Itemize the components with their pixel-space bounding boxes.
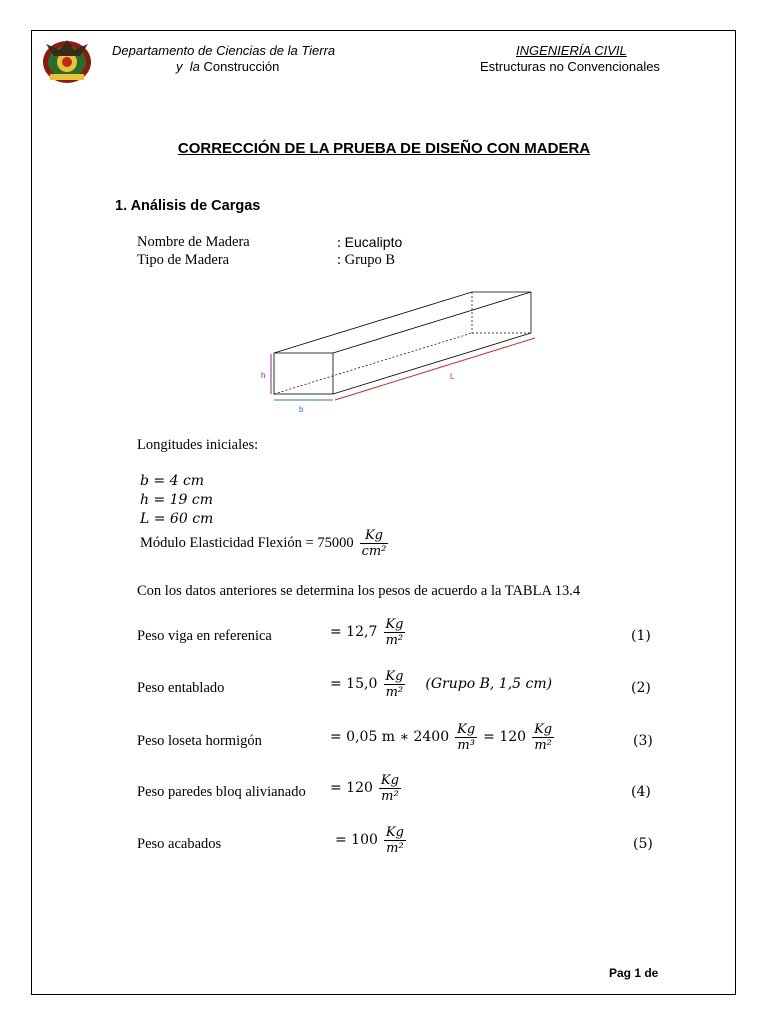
university-logo [36,34,98,86]
section-heading: 1. Análisis de Cargas [115,198,261,214]
L-label: L [450,372,455,381]
load-label: Peso loseta hormigón [137,733,262,749]
dim-L: L = 60 cm [140,511,214,527]
course-name: Estructuras no Convencionales [480,59,660,74]
equation-ref: (4) [631,784,651,800]
wood-name-value: : Eucalipto [337,234,403,251]
load-label: Peso entablado [137,680,225,696]
load-label: Peso acabados [137,836,222,852]
equation-ref: (2) [631,680,651,696]
modulus-line: Módulo Elasticidad Flexión = 75000 $\frac{Kg}{\text{cm²}}$ [140,528,387,559]
load-label: Peso paredes bloq alivianado [137,784,306,800]
equation-ref: (3) [633,733,653,749]
equation-ref: (1) [631,628,651,644]
page-number: Pag 1 de [609,966,659,980]
wood-type-label: Tipo de Madera [137,252,230,268]
load-expression: = 120 $\frac{Kg}{\text{m²}}$ [330,773,399,804]
load-expression: = 0,05 m ∗ 2400 $\frac{Kg}{\text{m³}}$ = 120 $\frac{Kg}{\text{m²}}$ [330,722,553,753]
dim-b: b = 4 cm [140,473,205,489]
load-expression: = 12,7 $\frac{Kg}{\text{m²}}$ [330,617,404,648]
department-name-line2: y la Construcción [176,59,280,74]
wood-name-label: Nombre de Madera [137,234,250,250]
intro-text: Con los datos anteriores se determina los pesos de acuerdo a la TABLA 13.4 [137,583,581,599]
career-name: INGENIERÍA CIVIL [516,43,627,58]
load-label: Peso viga en referenica [137,628,272,644]
beam-diagram [255,288,545,413]
initial-lengths-label: Longitudes iniciales: [137,437,259,453]
department-name: Departamento de Ciencias de la Tierra [112,43,336,58]
dim-h: h = 19 cm [140,492,214,508]
equation-ref: (5) [633,836,653,852]
b-label: b [299,405,304,413]
load-expression: = 100 $\frac{Kg}{\text{m²}}$ [335,825,404,856]
h-label: h [261,371,266,380]
wood-type-value: : Grupo B [337,252,395,268]
load-expression: = 15,0 $\frac{Kg}{\text{m²}}$ (Grupo B, 1,5 cm) [330,669,553,700]
page-title: CORRECCIÓN DE LA PRUEBA DE DISEÑO CON MADERA [177,140,591,157]
